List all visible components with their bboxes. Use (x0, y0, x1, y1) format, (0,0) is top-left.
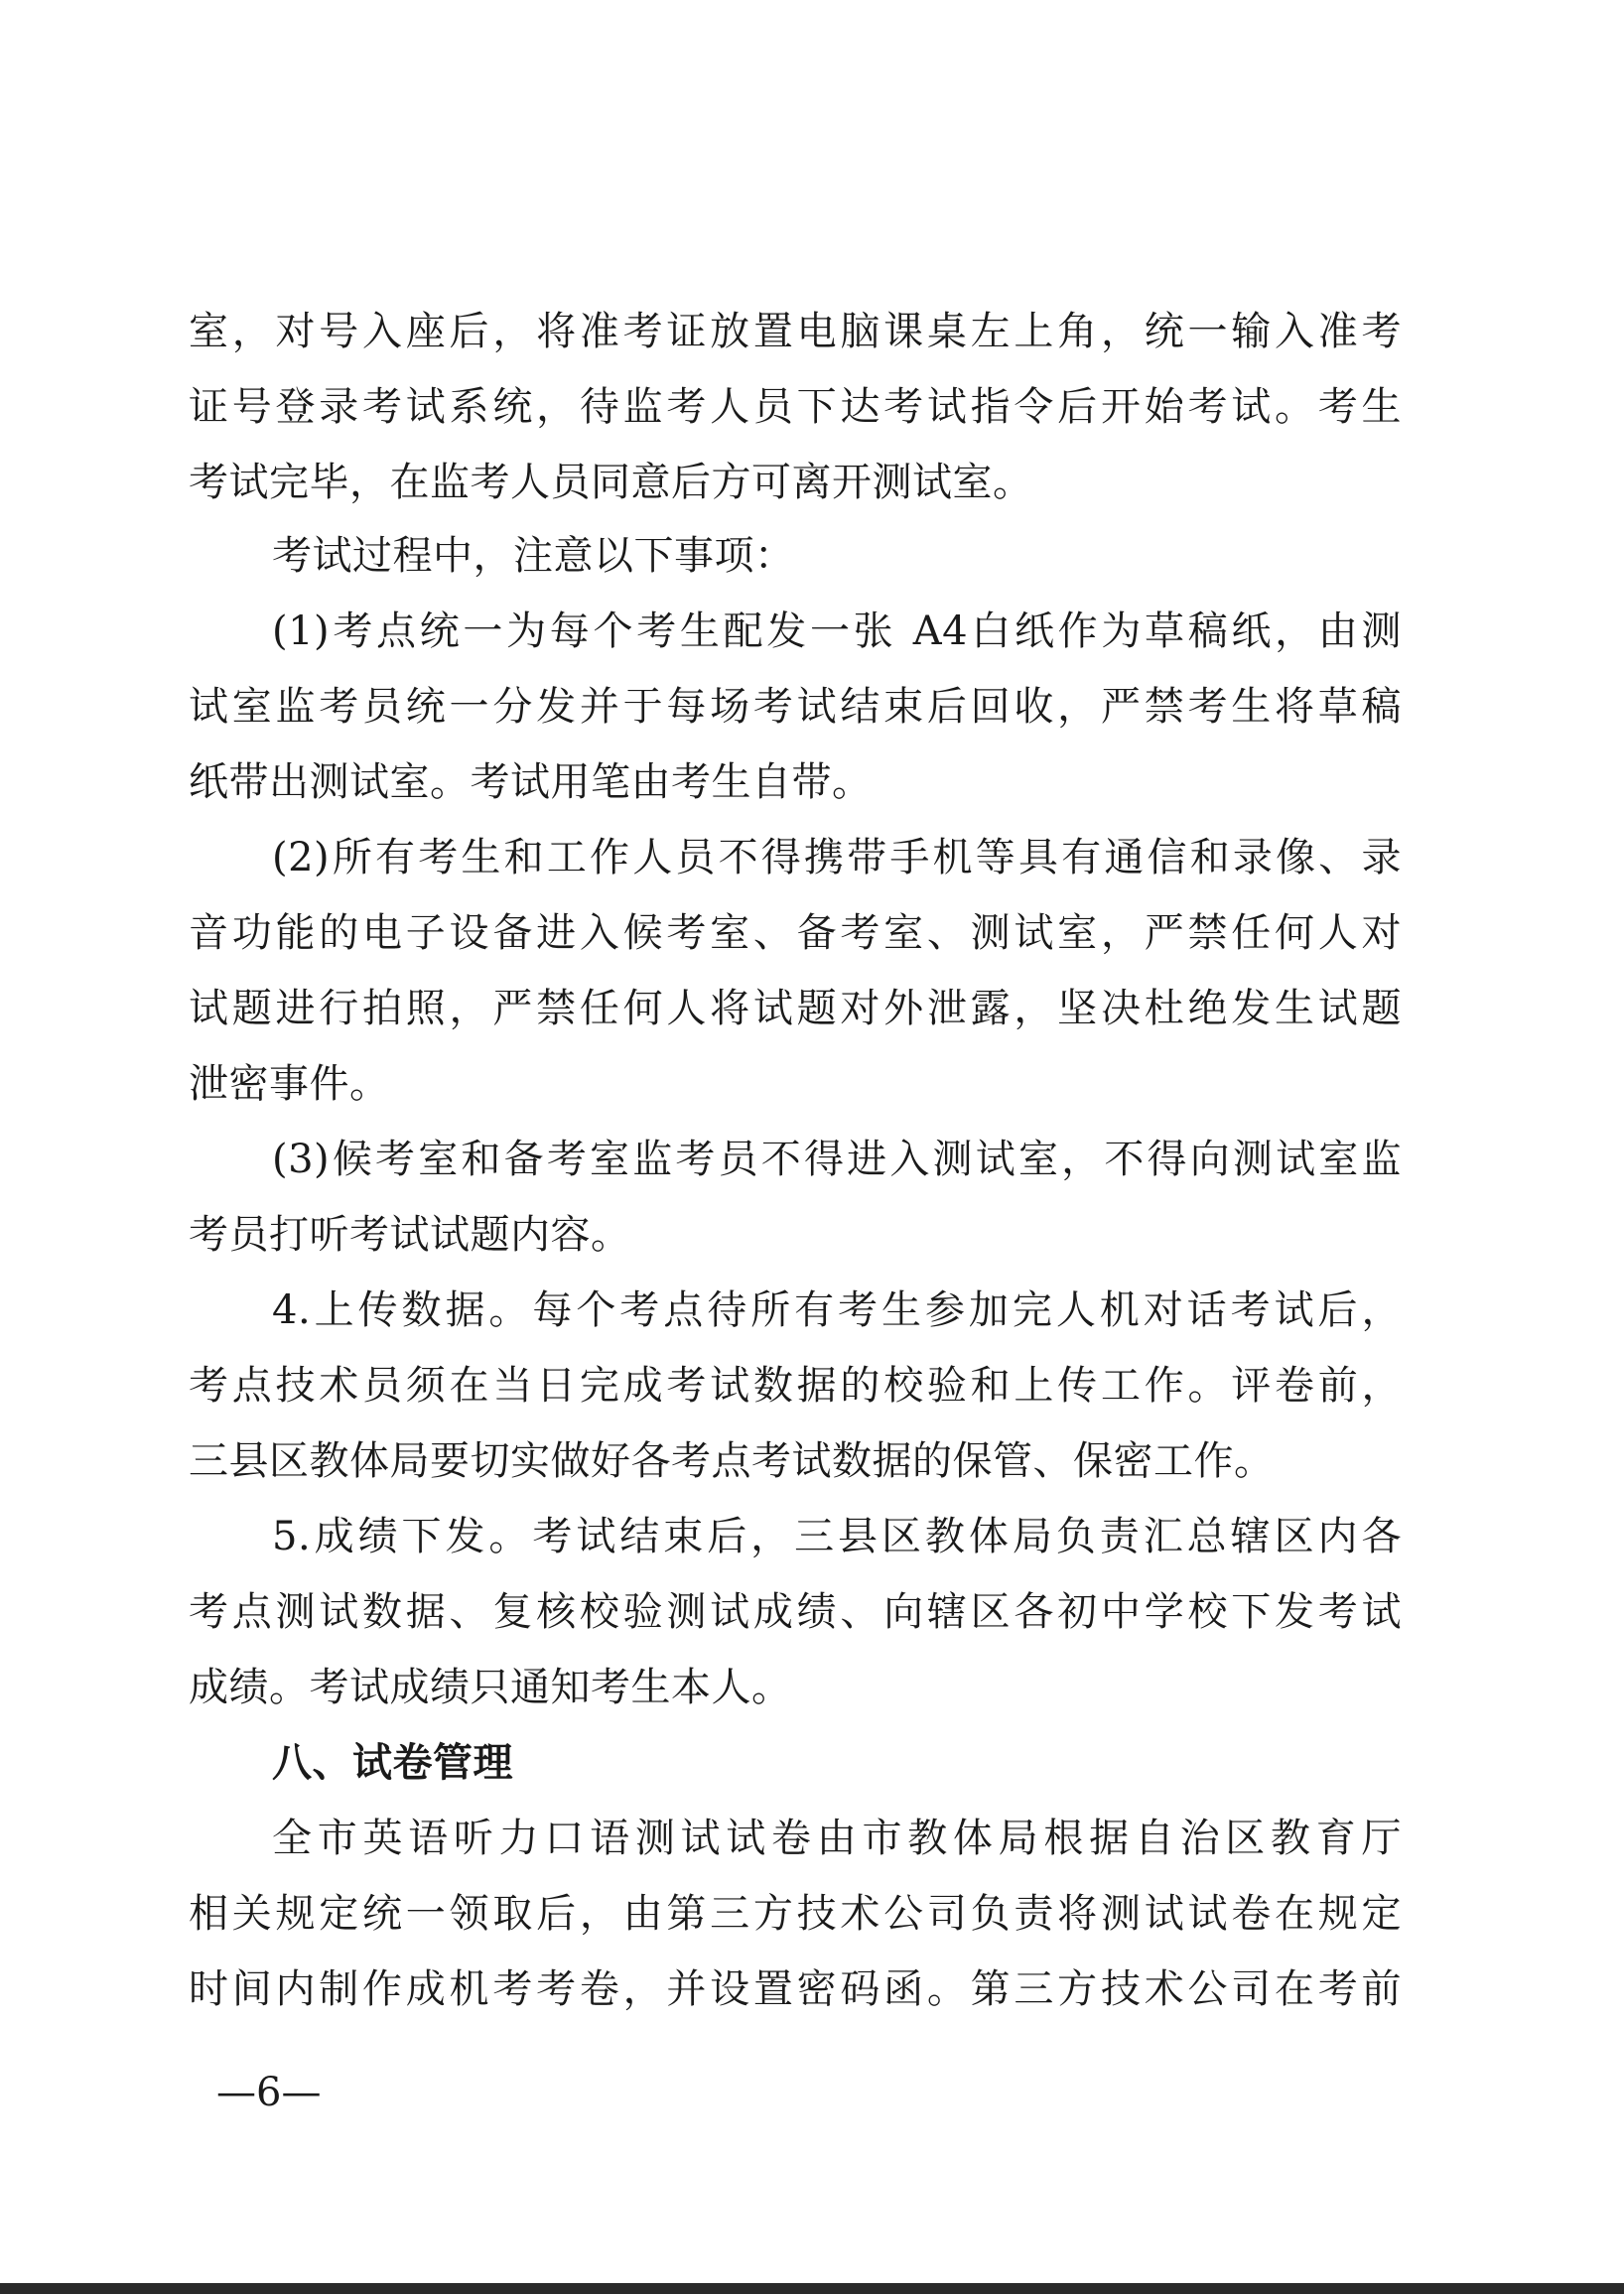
body-line-23: 时间内制作成机考考卷，并设置密码函。第三方技术公司在考前 (189, 1966, 1402, 2012)
body-line-17: 5.成绩下发。考试结束后，三县区教体局负责汇总辖区内各 (272, 1514, 1402, 1559)
body-line-11: 泄密事件。 (189, 1061, 390, 1107)
body-line-14: 4.上传数据。每个考点待所有考生参加完人机对话考试后， (272, 1287, 1402, 1333)
body-line-2: 证号登录考试系统，待监考人员下达考试指令后开始考试。考生 (189, 384, 1402, 430)
body-line-12: (3)候考室和备考室监考员不得进入测试室，不得向测试室监 (272, 1137, 1402, 1182)
body-line-21: 全市英语听力口语测试试卷由市教体局根据自治区教育厅 (272, 1816, 1402, 1861)
section-heading: 八、试卷管理 (272, 1740, 513, 1786)
body-line-6: 试室监考员统一分发并于每场考试结束后回收，严禁考生将草稿 (189, 684, 1402, 730)
body-line-15: 考点技术员须在当日完成考试数据的校验和上传工作。评卷前， (189, 1363, 1402, 1409)
body-line-16: 三县区教体局要切实做好各考点考试数据的保管、保密工作。 (189, 1438, 1275, 1484)
body-line-13: 考员打听考试试题内容。 (189, 1212, 631, 1258)
body-line-1: 室，对号入座后，将准考证放置电脑课桌左上角，统一输入准考 (189, 309, 1402, 354)
body-line-9: 音功能的电子设备进入候考室、备考室、测试室，严禁任何人对 (189, 910, 1402, 956)
body-line-22: 相关规定统一领取后，由第三方技术公司负责将测试试卷在规定 (189, 1891, 1402, 1937)
page-number: —6— (216, 2070, 322, 2115)
scan-bottom-edge (0, 2283, 1624, 2294)
body-line-18: 考点测试数据、复核校验测试成绩、向辖区各初中学校下发考试 (189, 1589, 1402, 1635)
body-line-3: 考试完毕，在监考人员同意后方可离开测试室。 (189, 460, 1033, 505)
body-line-19: 成绩。考试成绩只通知考生本人。 (189, 1665, 792, 1710)
body-line-7: 纸带出测试室。考试用笔由考生自带。 (189, 759, 873, 805)
body-line-8: (2)所有考生和工作人员不得携带手机等具有通信和录像、录 (272, 835, 1402, 880)
body-line-10: 试题进行拍照，严禁任何人将试题对外泄露，坚决杜绝发生试题 (189, 986, 1402, 1031)
body-line-4: 考试过程中，注意以下事项： (272, 533, 795, 579)
body-line-5: (1)考点统一为每个考生配发一张 A4白纸作为草稿纸，由测 (272, 608, 1402, 654)
